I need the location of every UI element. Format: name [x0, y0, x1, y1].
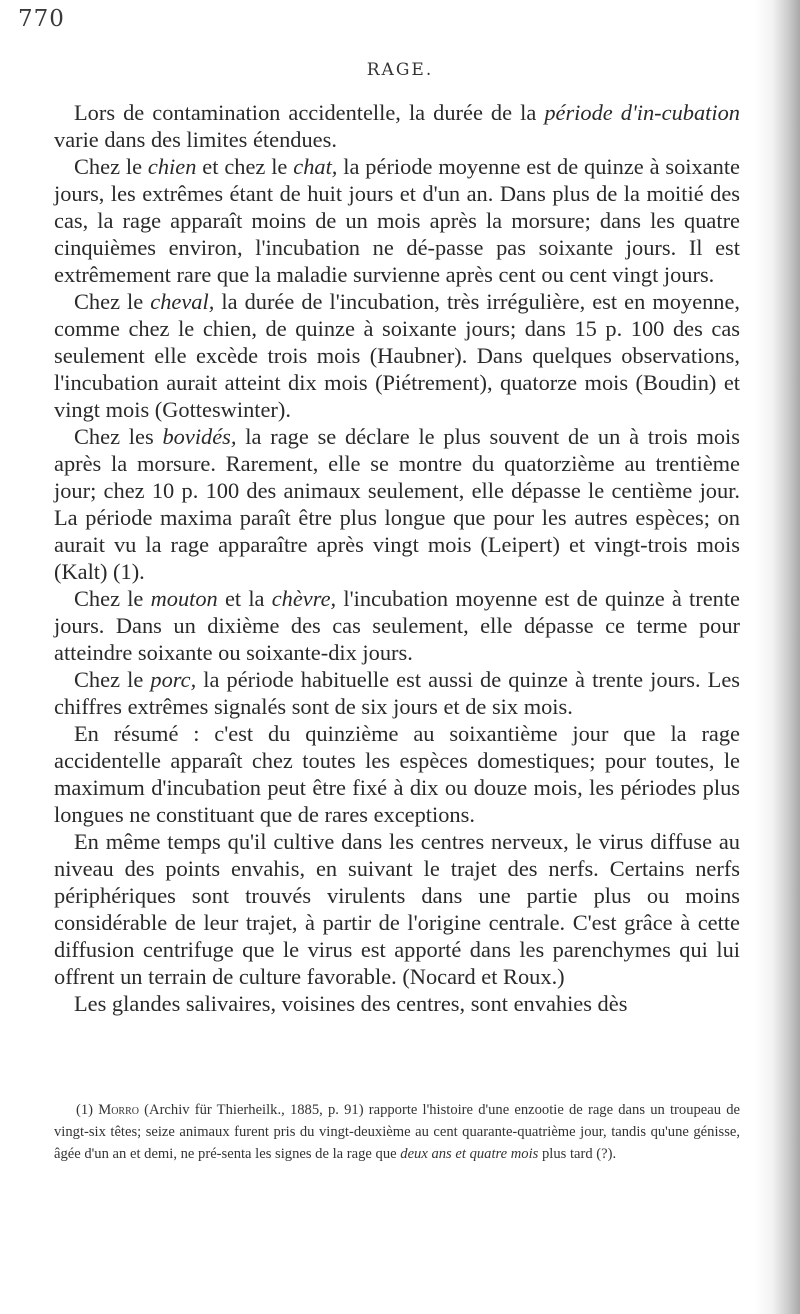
text-run-italic: période d'in-cubation — [544, 100, 740, 125]
text-run-italic: chien — [147, 154, 197, 179]
page-number: 770 — [18, 6, 65, 32]
running-title: RAGE. — [366, 60, 434, 80]
text-run: la durée de l'incubation, très irrégulière, est en moyenne, comme chez le chien, de quinze à soixante jours; dans 15 p. 100 des cas seulement elle excède trois mois (Haubner). Dans quelques observations, l'incubation aurait atteint dix mois (Piétrement), quatorze mois (Boudin) et vingt mois (Gotteswinter). — [54, 289, 740, 422]
text-run: (Archiv für Thierheilk., 1885, p. 91) rapporte l'histoire d'une enzootie de rage dans un troupeau de vingt-six têtes; seize animaux furent pris du vingt-deuxième au cent quarante-quatrième jour, tandis qu'une génisse, âgée d'un an et demi, ne pré-senta les signes de la rage que — [54, 1102, 740, 1162]
text-run-italic: bovidés, — [162, 424, 237, 449]
text-run: En même temps qu'il cultive dans les centres nerveux, le virus diffuse au niveau des points envahis, en suivant le trajet des nerfs. Certains nerfs périphériques sont trouvés virulents dans une partie plus ou moins considérable de leur trajet, à partir de l'origine centrale. C'est grâce à cette diffusion centrifuge que le virus est apporté dans les parenchymes qui lui offrent un terrain de culture favorable. (Nocard et Roux.) — [54, 829, 740, 989]
text-run: et chez le — [196, 154, 294, 179]
text-run: Chez les — [74, 424, 163, 449]
footnote-marker: (1) — [76, 1102, 99, 1118]
text-run: varie dans des limites étendues. — [54, 127, 337, 152]
text-run-italic: mouton — [150, 586, 218, 611]
paragraph-glandes — [54, 990, 740, 1017]
text-run-italic: chèvre, — [271, 586, 337, 611]
text-run: Chez le — [74, 586, 151, 611]
footnote — [54, 1099, 740, 1165]
text-run: l'incubation moyenne est de quinze à trente jours. Dans un dixième des cas seulement, elle dépasse ce terme pour atteindre soixante ou soixante-dix jours. — [54, 586, 740, 665]
footnote-text — [54, 1099, 740, 1165]
paragraph-chien-chat — [54, 153, 740, 288]
page-edge-shadow — [754, 0, 800, 1314]
footnote-author: Morro — [98, 1102, 139, 1118]
text-run: la période habituelle est aussi de quinze à trente jours. Les chiffres extrêmes signalés sont de six jours et de six mois. — [54, 667, 740, 719]
text-run: plus tard (?). — [538, 1146, 617, 1162]
text-run: la rage se déclare le plus souvent de un à trois mois après la morsure. Rarement, elle se montre du quatorzième au trentième jour; chez 10 p. 100 des animaux seulement, elle dépasse le centième jour. La période maxima paraît être plus longue que pour les autres espèces; on aurait vu la rage apparaître après vingt mois (Leipert) et vingt-trois mois (Kalt) (1). — [54, 424, 740, 584]
text-run: Lors de contamination accidentelle, la durée de la — [74, 100, 545, 125]
text-run-italic: porc, — [150, 667, 197, 692]
paragraph-porc — [54, 666, 740, 720]
paragraph-incubation-intro — [54, 99, 740, 153]
paragraph-diffusion — [54, 828, 740, 990]
text-run: Chez le — [74, 154, 148, 179]
text-run: En résumé : c'est du quinzième au soixantième jour que la rage accidentelle apparaît chez toutes les espèces domestiques; pour toutes, le maximum d'incubation peut être fixé à dix ou douze mois, les périodes plus longues ne constituant que de rares exceptions. — [54, 721, 740, 827]
paragraph-bovides — [54, 423, 740, 585]
text-run: Chez le — [74, 289, 151, 314]
text-run-italic: cheval, — [150, 289, 215, 314]
text-run-italic: chat, — [293, 154, 338, 179]
paragraph-mouton-chevre — [54, 585, 740, 666]
text-run: et la — [217, 586, 272, 611]
text-run-italic: deux ans et quatre mois — [400, 1146, 539, 1162]
body-text — [54, 99, 740, 1017]
text-run: Les glandes salivaires, voisines des centres, sont envahies dès — [74, 991, 628, 1016]
paragraph-cheval — [54, 288, 740, 423]
paragraph-resume — [54, 720, 740, 828]
text-run: la période moyenne est de quinze à soixante jours, les extrêmes étant de huit jours et d'un an. Dans plus de la moitié des cas, la rage apparaît moins de un mois après la morsure; dans les quatre cinquièmes environ, l'incubation ne dé-passe pas soixante jours. Il est extrêmement rare que la maladie survienne après cent ou cent vingt jours. — [54, 154, 740, 287]
text-run: Chez le — [74, 667, 151, 692]
